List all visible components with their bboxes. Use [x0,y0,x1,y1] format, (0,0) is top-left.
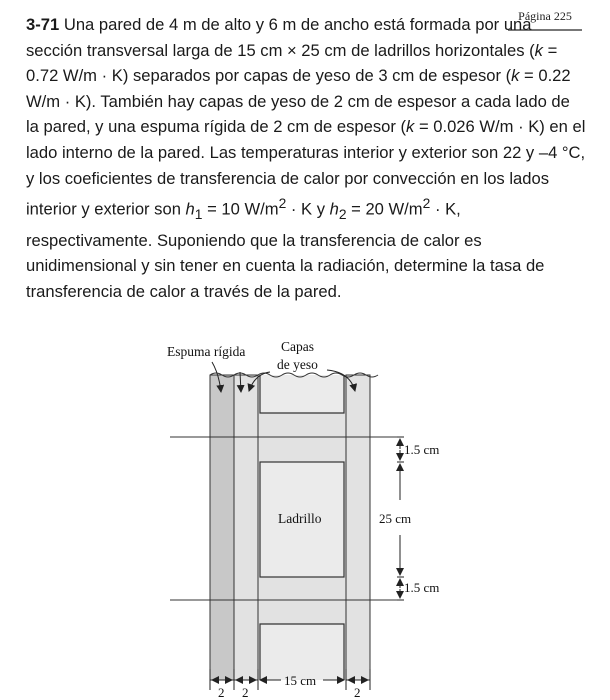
dimension-plaster-thickness: 2 [242,685,249,700]
problem-text-a: Una pared de 4 m de alto y 6 m de ancho está formada por una sección transversal larga de 15 cm × 25 cm de ladrillos horizontales ( [26,15,535,60]
dimension-brick-width: 15 cm [284,673,317,688]
foam-label: Espuma rígida [167,344,246,359]
dimension-brick-height: 25 cm [379,511,412,526]
k-symbol-foam: k [406,117,415,137]
brick-label: Ladrillo [278,511,322,526]
problem-text-b: = 0.72 W/m · K) separados por capas de yeso de 3 cm de espesor ( [26,40,558,86]
brick-top-partial [260,375,344,413]
outer-plaster-layer [346,375,370,680]
plaster-label-line2: de yeso [277,357,318,372]
h1-unit-exponent: 2 [278,195,287,212]
problem-text-h: · K, respectivamente. Suponiendo que la transferencia de calor es unidimensional y sin tener en cuenta la radiación, determine la tasa de transferencia de calor a través de la pared. [26,199,545,301]
h2-symbol: h [329,199,339,219]
problem-text-c: = 0.22 W/m · K). También hay capas de yeso de 2 cm de espesor a cada lado de la pared, y una espuma rígida de 2 cm de espesor ( [26,66,571,137]
k-symbol-plaster: k [511,66,520,86]
problem-text-d: = 0.026 W/m · K) en el lado interno de la pared. Las temperaturas interior y exterior son 22 y –4 °C, y los coeficientes de transferencia de calor por convección en los lados interior y exterior son [26,117,586,219]
dimension-foam-thickness: 2 [218,685,225,700]
h2-subscript: 2 [338,206,347,222]
foam-layer [210,375,234,680]
dimension-outer-plaster-thickness: 2 [354,685,361,700]
h1-symbol: h [185,199,195,219]
problem-text-e: = 10 W/m [202,199,279,219]
k-symbol-brick: k [534,40,543,60]
h2-unit-exponent: 2 [422,195,431,212]
dimension-bottom-gap: 1.5 cm [404,580,440,595]
h1-subscript: 1 [194,206,203,222]
plaster-label-line1: Capas [281,339,314,354]
problem-text-g: = 20 W/m [346,199,423,219]
inner-plaster-layer [234,375,258,680]
brick-bottom-partial [260,624,344,680]
dimension-top-gap: 1.5 cm [404,442,440,457]
problem-text-f: · K y [286,199,330,219]
page-number-tag: Página 225 [508,9,582,31]
problem-number: 3-71 [26,15,60,34]
